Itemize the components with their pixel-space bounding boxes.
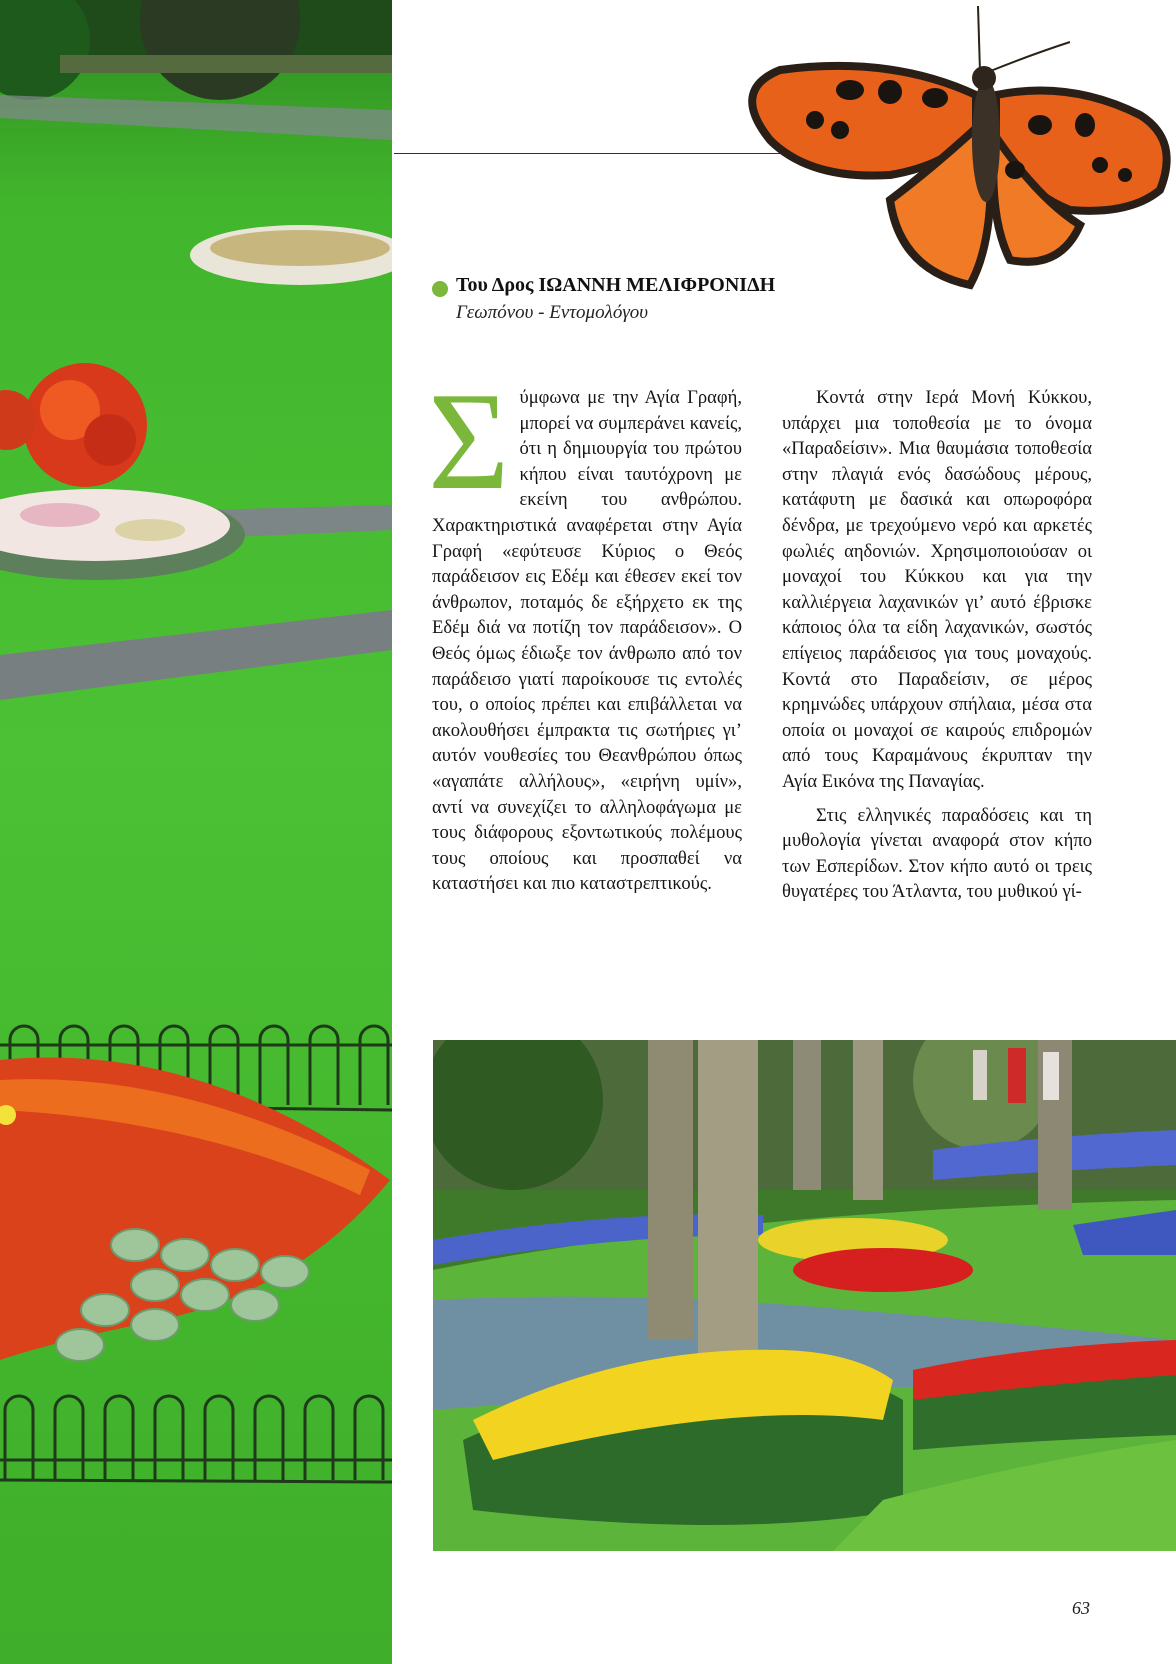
garden-illustration — [0, 0, 392, 1664]
author-name: Του Δρος ΙΩΑΝΝΗ ΜΕΛΙΦΡΟΝΙΔΗ — [456, 274, 776, 296]
tulip-garden-photo — [433, 1040, 1176, 1551]
paragraph-3: Στις ελληνικές παραδόσεις και τη μυθολογία γίνεται αναφορά στον κήπο των Εσπερίδων. Στον κήπο αυτό οι τρεις θυγατέρες του Άτλαντα, του μυθικού γί- — [782, 804, 1092, 903]
garden-photo-left — [0, 0, 392, 1664]
drop-cap: Σ — [428, 364, 510, 519]
text-column-1 — [428, 364, 742, 897]
text-column-2 — [782, 385, 1092, 905]
author-role: Γεωπόνου - Εντομολόγου — [456, 302, 649, 323]
paragraph-1: ύμφωνα με την Αγία Γραφή, μπορεί να συμπεράνει κανείς, ότι η δημιουργία του πρώτου κήπου είναι ταυτόχρονη με εκείνη του ανθρώπου. Χαρακτηριστικά αναφέρεται στην Αγία Γραφή «εφύτευσε Κύριος ο Θεός παράδεισον εις Εδέμ και έθεσεν εκεί τον άνθρωπον, ποταμός δε εξήρχετο εκ της Εδέμ διά να ποτίζη τον παράδεισον». Ο Θεός όμως έδιωξε τον άνθρωπο από τον παράδεισο γιατί παροίκουσε τις εντολές του, ο οποίος πρέπει και επιβάλλεται να ακολουθήσει έμπρακτα τις σωτήριες γι’ αυτόν νουθεσίες του Θεανθρώπου όπως «αγαπάτε αλλήλους», «ειρήνη υμίν», αντί να συνεχίζει το αλληλοφάγωμα με τους διάφορους εξοντωτικούς πολέμους τους οποίους και προσπαθεί να καταστήσει και πιο καταστρεπτικούς. — [432, 387, 742, 895]
bullet-dot-icon — [432, 281, 448, 297]
paragraph-2: Κοντά στην Ιερά Μονή Κύκκου, υπάρχει μια τοποθεσία με το όνομα «Παραδείσιν». Μια θαυμάσια τοποθεσία στην πλαγιά ενός δασώδους μέρους, κατάφυτη με δασικά και οπωροφόρα δένδρα, με τρεχούμενο νερό και αρκετές φωλιές αηδονιών. Χρησιμοποιούσαν οι μοναχοί του Κύκκου και για την καλλιέργεια λαχανικών γι’ αυτό έβρισκε κάποιος όλα τα είδη λαχανικών, σωστός επίγειος παράδεισος για τους μοναχούς. Κοντά στο Παραδείσιν, σε μέρος κρημνώδες υπάρχουν σπήλαια, μέσα στα οποία οι μοναχοί σε καιρούς επιδρομών από τους Καραμάνους έκρυπταν την Αγία Εικόνα της Παναγίας. — [782, 387, 1092, 792]
page-number: 63 — [1072, 1598, 1090, 1618]
butterfly-image — [740, 0, 1176, 300]
